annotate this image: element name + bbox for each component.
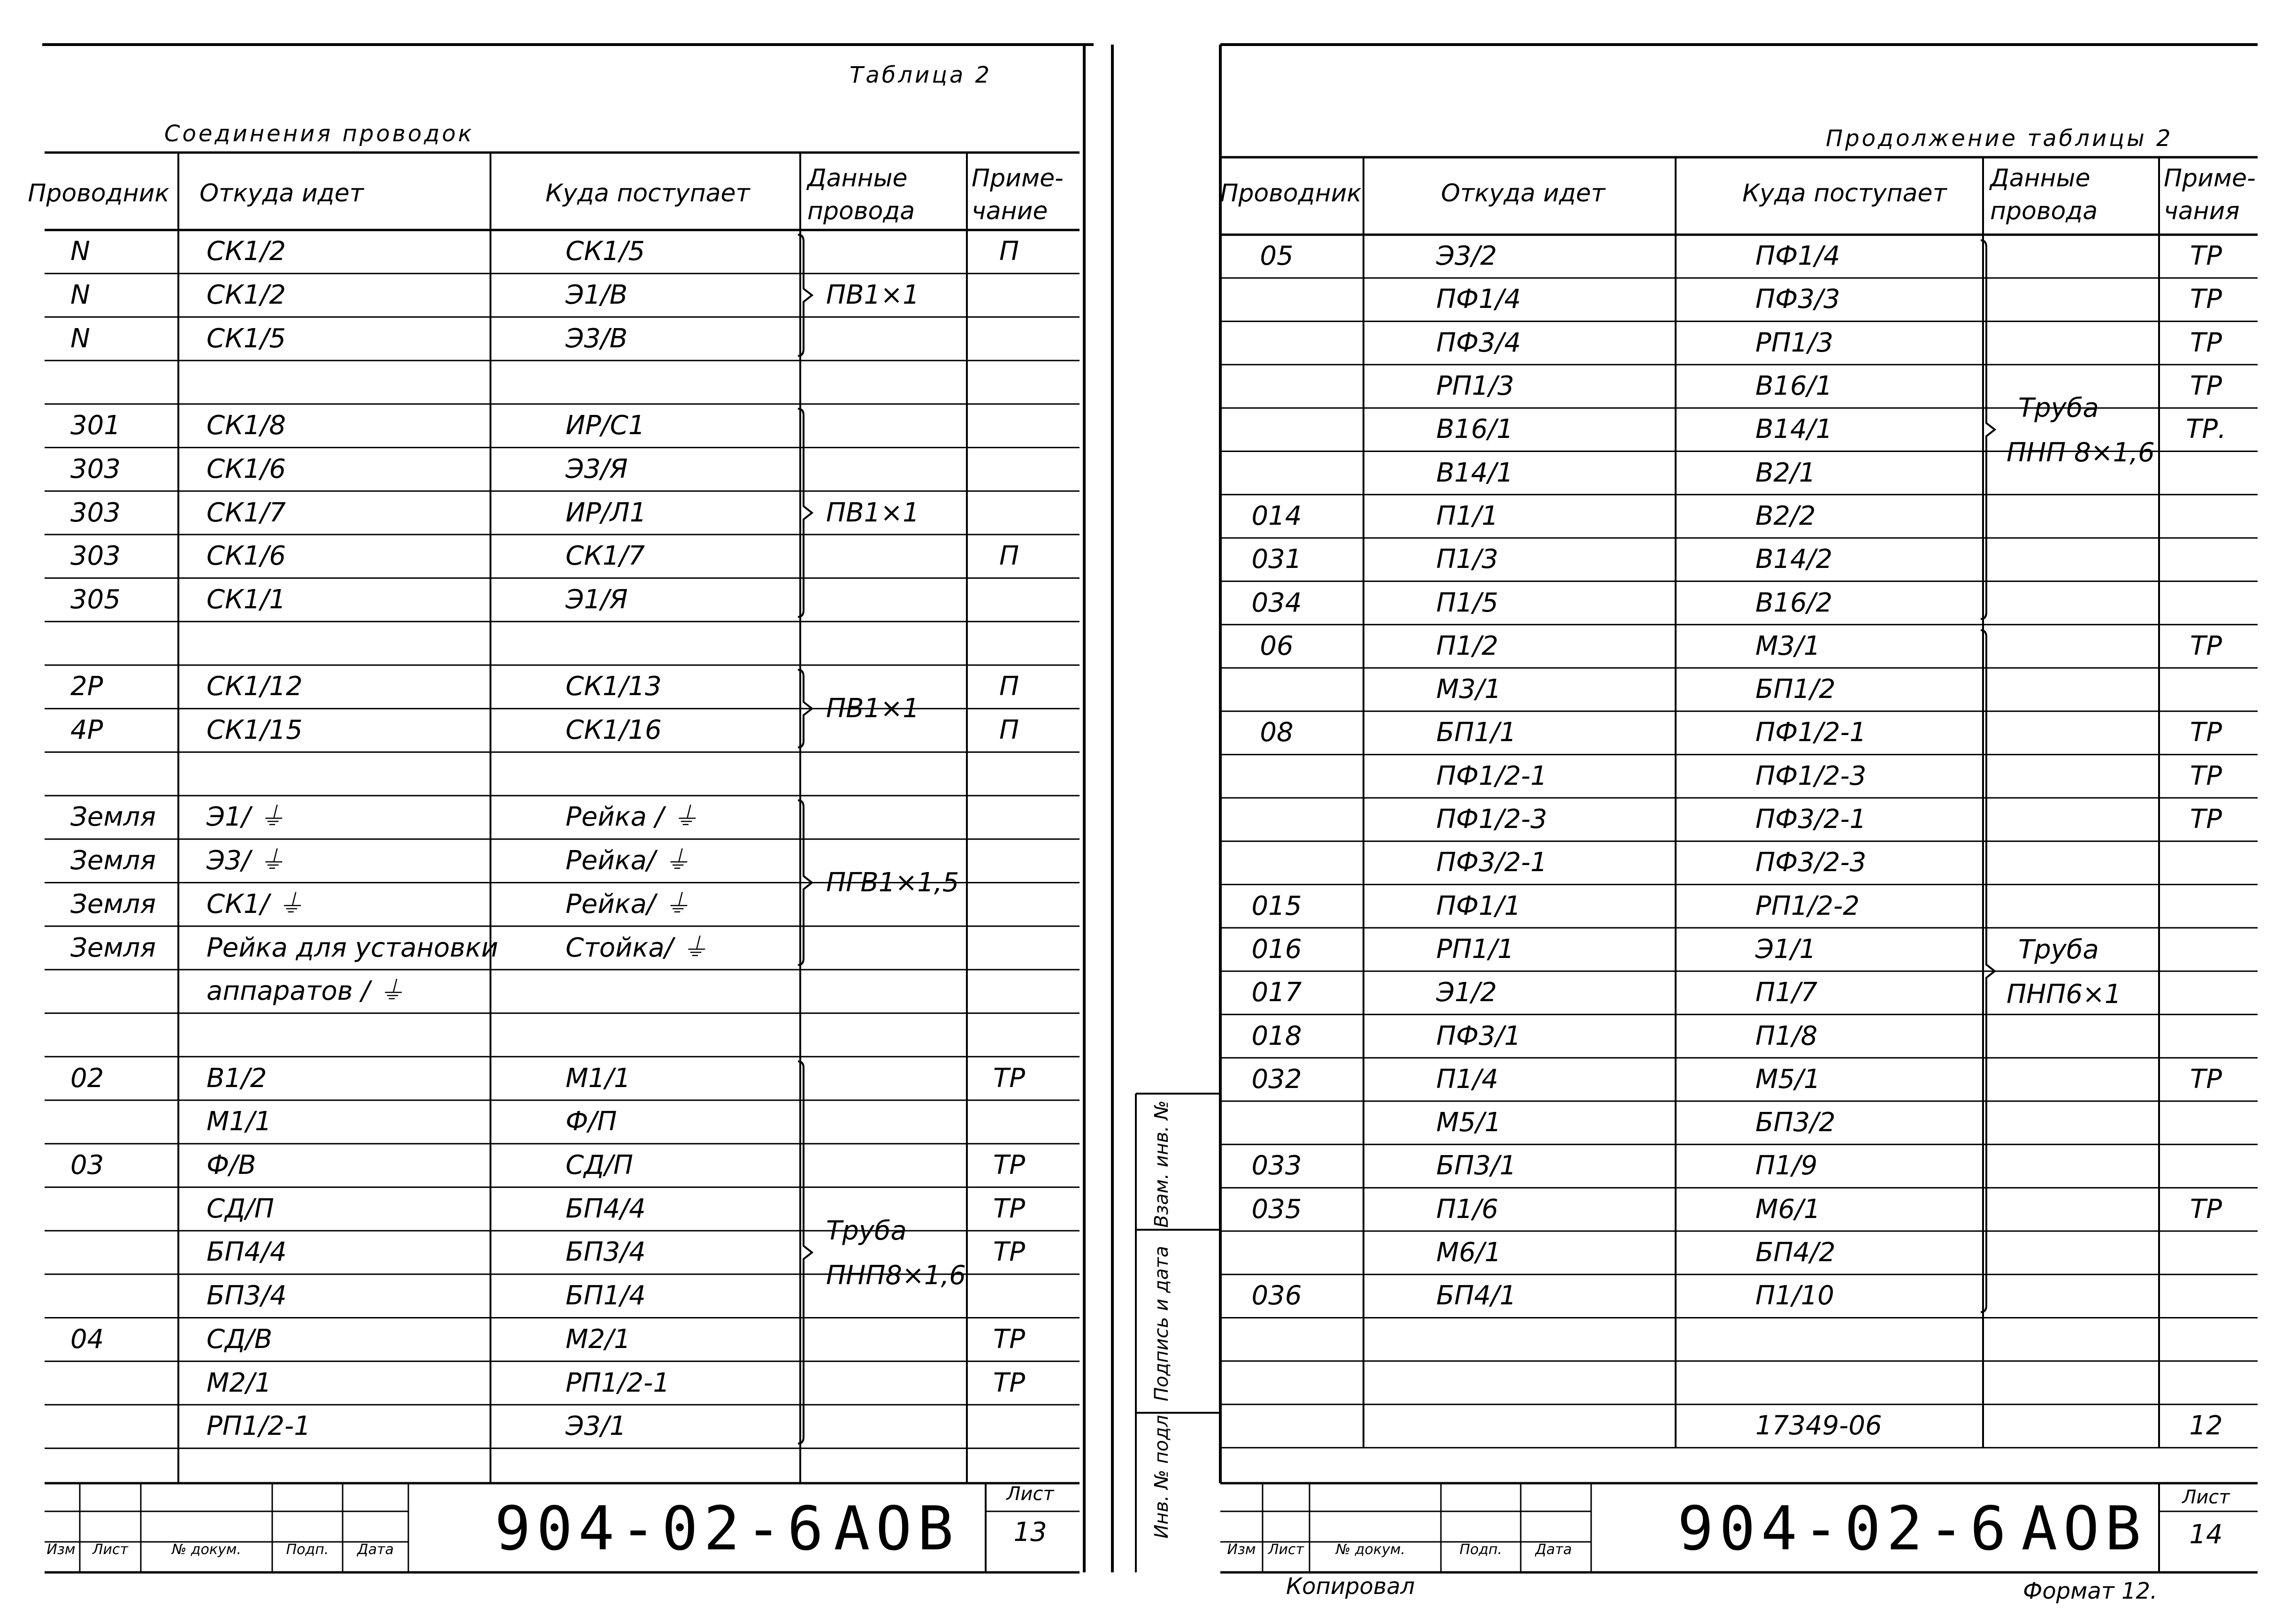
left-row-to: Ф/П (566, 1106, 617, 1137)
left-row-to: Э1/Я (566, 584, 628, 615)
left-row-wire: 2Р (70, 671, 103, 702)
left-row-wire: 04 (70, 1324, 104, 1355)
left-row-from: Э1/ ⏚ (207, 802, 285, 833)
left-header-wire: Проводник (28, 179, 169, 207)
left-row-note: ТР (993, 1150, 1025, 1181)
left-row-wire: 303 (70, 453, 121, 484)
left-row-note: ТР (993, 1063, 1025, 1094)
left-row-to: М1/1 (566, 1063, 631, 1094)
right-row-to: П1/9 (1755, 1150, 1818, 1181)
right-row-note: ТР (2190, 804, 2222, 835)
left-row-to: СК1/5 (566, 236, 645, 267)
right-header-to: Куда поступает (1742, 179, 1947, 207)
right-header-data-2: провода (1990, 197, 2098, 225)
right-row-from: П1/5 (1436, 587, 1499, 618)
left-row-wire: Земля (70, 802, 156, 833)
left-row-from: СК1/8 (207, 410, 286, 441)
right-row-from: В16/1 (1436, 414, 1514, 445)
footer-format: Формат 12. (2023, 1578, 2158, 1604)
left-row-from: М1/1 (207, 1106, 272, 1137)
right-row-to: В16/2 (1755, 587, 1833, 618)
left-row-note: П (999, 541, 1019, 572)
left-row-note: П (999, 671, 1019, 702)
left-stamp-cell-doc: № докум. (172, 1541, 241, 1558)
left-row-note: ТР (993, 1237, 1025, 1268)
left-row-to: Рейка/ ⏚ (566, 845, 690, 876)
right-row-to: ПФ1/2-1 (1755, 717, 1867, 748)
right-row-wire: 015 (1251, 890, 1302, 921)
left-row-wire: 02 (70, 1063, 104, 1094)
left-row-wire: 301 (70, 410, 121, 441)
right-row-from: ПФ1/2-1 (1436, 760, 1547, 791)
left-stamp-doc-number: 904-02-6 (494, 1494, 829, 1564)
right-header-wire: Проводник (1220, 179, 1362, 207)
right-caption: Продолжение таблицы 2 (1826, 125, 2173, 152)
right-row-note: 12 (2189, 1410, 2223, 1441)
right-row-wire: 036 (1251, 1280, 1302, 1311)
right-row-to: БП3/2 (1755, 1107, 1836, 1138)
right-data-value: ПНП 8×1,6 (2007, 437, 2155, 468)
left-data-value: ПВ1×1 (826, 693, 919, 724)
left-row-to: Э3/Я (566, 453, 628, 484)
left-row-to: БП1/4 (566, 1280, 646, 1311)
right-row-to: ПФ3/2-3 (1755, 847, 1867, 878)
right-row-from: П1/2 (1436, 630, 1499, 661)
right-row-to: БП1/2 (1755, 674, 1836, 705)
left-row-wire: Земля (70, 845, 156, 876)
left-row-from: СД/П (207, 1193, 274, 1224)
right-header-data-1: Данные (1990, 164, 2091, 192)
right-row-to: М5/1 (1755, 1064, 1821, 1095)
right-row-to: М6/1 (1755, 1194, 1821, 1225)
left-stamp-code: АОВ (834, 1494, 959, 1564)
right-header-note-1: Приме- (2164, 164, 2256, 192)
left-row-from: СК1/12 (207, 671, 303, 702)
left-row-wire: Земля (70, 932, 156, 963)
right-data-value: Труба (2018, 393, 2099, 424)
left-row-to: Э3/В (566, 323, 628, 354)
right-row-to: В16/1 (1755, 371, 1833, 402)
right-row-to: П1/10 (1755, 1280, 1834, 1311)
right-data-value: Труба (2018, 935, 2099, 965)
right-row-from: ПФ3/4 (1436, 327, 1521, 358)
left-row-from: СК1/6 (207, 541, 286, 572)
right-row-note: ТР (2190, 241, 2222, 272)
right-row-from: БП1/1 (1436, 717, 1516, 748)
right-row-from: ПФ1/1 (1436, 890, 1521, 921)
left-row-wire: 03 (70, 1150, 104, 1181)
left-row-to: ИР/Л1 (566, 497, 647, 528)
right-row-from: Э1/2 (1436, 977, 1497, 1008)
left-row-to: М2/1 (566, 1324, 631, 1355)
left-header-note-1: Приме- (972, 164, 1064, 192)
right-row-wire: 018 (1251, 1020, 1302, 1051)
right-row-note: ТР (2190, 1064, 2222, 1095)
left-header-note-2: чание (972, 197, 1048, 225)
left-row-to: Э1/В (566, 280, 628, 311)
left-row-from: СК1/2 (207, 236, 286, 267)
right-row-to: ПФ1/2-3 (1755, 760, 1867, 791)
left-row-wire: 303 (70, 497, 121, 528)
left-row-from: СК1/2 (207, 280, 286, 311)
left-header-to: Куда поступает (545, 179, 750, 207)
right-row-note: ТР. (2186, 414, 2226, 445)
right-row-from: ПФ1/4 (1436, 284, 1521, 315)
left-row-note: ТР (993, 1324, 1025, 1355)
right-row-note: ТР (2190, 760, 2222, 791)
left-row-to: СД/П (566, 1150, 633, 1181)
right-row-wire: 014 (1251, 500, 1302, 531)
side-stamp-signature-date: Подпись и дата (1151, 1246, 1172, 1402)
right-row-from: М5/1 (1436, 1107, 1501, 1138)
right-row-to: Э1/1 (1755, 934, 1816, 965)
left-row-from: БП3/4 (207, 1280, 287, 1311)
left-row-from: РП1/2-1 (207, 1411, 311, 1442)
left-row-from: СД/В (207, 1324, 273, 1355)
right-stamp-doc-number: 904-02-6 (1677, 1494, 2012, 1564)
left-data-value: ПВ1×1 (826, 497, 919, 528)
right-row-from: БП3/1 (1436, 1150, 1516, 1181)
right-row-from: П1/4 (1436, 1064, 1499, 1095)
left-data-value: ПНП8×1,6 (826, 1260, 966, 1291)
left-row-from: Э3/ ⏚ (207, 845, 285, 876)
left-row-from: СК1/15 (207, 715, 303, 746)
right-row-from: П1/1 (1436, 500, 1499, 531)
left-row-wire: N (70, 323, 90, 354)
right-row-to: ПФ3/2-1 (1755, 804, 1867, 835)
left-row-from: Ф/В (207, 1150, 256, 1181)
left-row-wire: N (70, 280, 90, 311)
right-row-to: ПФ1/4 (1755, 241, 1840, 272)
right-row-to: ПФ3/3 (1755, 284, 1840, 315)
left-row-from: БП4/4 (207, 1237, 287, 1268)
left-row-to: Рейка/ ⏚ (566, 889, 690, 919)
right-row-from: РП1/1 (1436, 934, 1515, 965)
left-stamp-cell-date: Дата (357, 1541, 394, 1558)
left-row-to: СК1/7 (566, 541, 645, 572)
right-row-to: В14/2 (1755, 544, 1833, 575)
left-row-to: СК1/16 (566, 715, 662, 746)
right-row-to: В2/2 (1755, 500, 1816, 531)
right-row-from: ПФ1/2-3 (1436, 804, 1547, 835)
right-row-wire: 016 (1251, 934, 1302, 965)
left-data-value: Труба (826, 1216, 907, 1247)
right-row-note: ТР (2190, 717, 2222, 748)
right-row-from: РП1/3 (1436, 371, 1515, 402)
side-stamp-orig-inv: Инв. № подл. (1151, 1409, 1172, 1539)
right-row-wire: 017 (1251, 977, 1302, 1008)
left-row-wire: N (70, 236, 90, 267)
right-stamp-cell-sign: Подп. (1459, 1541, 1502, 1558)
right-stamp-cell-date: Дата (1535, 1541, 1572, 1558)
right-stamp-sheet-label: Лист (2182, 1486, 2230, 1508)
left-row-from: СК1/5 (207, 323, 286, 354)
right-row-from: ПФ3/1 (1436, 1020, 1521, 1051)
left-stamp-sheet-number: 13 (1013, 1517, 1047, 1547)
left-row-to: Стойка/ ⏚ (566, 932, 708, 963)
left-row-to: БП4/4 (566, 1193, 646, 1224)
side-stamp-replace-inv: Взам. инв. № (1151, 1100, 1172, 1228)
right-stamp-sheet-number: 14 (2189, 1519, 2223, 1550)
left-row-wire: 4Р (70, 715, 103, 746)
footer-copied: Копировал (1286, 1573, 1415, 1600)
left-row-wire: 303 (70, 541, 121, 572)
right-row-wire: 034 (1251, 587, 1302, 618)
right-row-note: ТР (2190, 630, 2222, 661)
right-row-wire: 032 (1251, 1064, 1302, 1095)
left-row-note: П (999, 715, 1019, 746)
right-header-from: Откуда идет (1441, 179, 1605, 207)
left-row-from: СК1/6 (207, 453, 286, 484)
left-row-note: ТР (993, 1193, 1025, 1224)
right-stamp-code: АОВ (2021, 1494, 2147, 1564)
left-stamp-sheet-label: Лист (1006, 1483, 1054, 1505)
right-row-from: М3/1 (1436, 674, 1501, 705)
right-row-to: 17349-06 (1755, 1410, 1882, 1441)
right-data-value: ПНП6×1 (2007, 979, 2122, 1010)
right-row-from: Э3/2 (1436, 241, 1497, 272)
left-stamp-cell-sign: Подп. (286, 1541, 329, 1558)
left-row-to: РП1/2-1 (566, 1367, 670, 1398)
right-row-note: ТР (2190, 1194, 2222, 1225)
right-row-wire: 031 (1251, 544, 1302, 575)
right-row-to: П1/8 (1755, 1020, 1818, 1051)
right-row-to: П1/7 (1755, 977, 1818, 1008)
right-row-to: БП4/2 (1755, 1237, 1836, 1268)
right-row-wire: 08 (1260, 717, 1294, 748)
left-row-to: Э3/1 (566, 1411, 627, 1442)
right-row-to: М3/1 (1755, 630, 1821, 661)
right-row-to: РП1/3 (1755, 327, 1834, 358)
left-header-data-1: Данные (807, 164, 908, 192)
left-caption: Соединения проводок (164, 121, 474, 147)
left-row-from: СК1/ ⏚ (207, 889, 304, 919)
table-label: Таблица 2 (850, 62, 992, 88)
left-row-to: БП3/4 (566, 1237, 646, 1268)
right-row-wire: 035 (1251, 1194, 1302, 1225)
right-header-note-2: чания (2164, 197, 2240, 225)
right-row-note: ТР (2190, 371, 2222, 402)
right-row-to: В14/1 (1755, 414, 1833, 445)
left-data-value: ПВ1×1 (826, 280, 919, 311)
left-row-from: М2/1 (207, 1367, 272, 1398)
left-row-from: Рейка для установки (207, 932, 498, 963)
right-row-from: П1/3 (1436, 544, 1499, 575)
right-row-from: ПФ3/2-1 (1436, 847, 1547, 878)
left-row-note: ТР (993, 1367, 1025, 1398)
left-row-from: СК1/7 (207, 497, 286, 528)
right-stamp-cell-doc: № докум. (1336, 1541, 1405, 1558)
left-header-from: Откуда идет (199, 179, 364, 207)
left-row-from: аппаратов / ⏚ (207, 976, 405, 1007)
right-stamp-cell-rev: Изм (1227, 1541, 1256, 1558)
right-row-wire: 06 (1260, 630, 1294, 661)
right-row-from: П1/6 (1436, 1194, 1499, 1225)
left-row-to: Рейка / ⏚ (566, 802, 699, 833)
right-row-from: БП4/1 (1436, 1280, 1516, 1311)
left-row-to: ИР/С1 (566, 410, 645, 441)
right-row-from: В14/1 (1436, 457, 1514, 488)
left-row-to: СК1/13 (566, 671, 662, 702)
right-row-note: ТР (2190, 327, 2222, 358)
left-stamp-cell-sheet: Лист (92, 1541, 129, 1558)
right-row-wire: 05 (1260, 241, 1294, 272)
left-data-value: ПГВ1×1,5 (826, 867, 959, 898)
left-header-data-2: провода (807, 197, 915, 225)
left-row-wire: Земля (70, 889, 156, 919)
right-row-to: В2/1 (1755, 457, 1816, 488)
right-row-to: РП1/2-2 (1755, 890, 1860, 921)
left-row-from: В1/2 (207, 1063, 267, 1094)
left-row-wire: 305 (70, 584, 121, 615)
left-row-from: СК1/1 (207, 584, 286, 615)
right-row-from: М6/1 (1436, 1237, 1501, 1268)
left-stamp-cell-rev: Изм (46, 1541, 76, 1558)
right-stamp-cell-sheet: Лист (1268, 1541, 1304, 1558)
right-row-note: ТР (2190, 284, 2222, 315)
left-row-note: П (999, 236, 1019, 267)
right-row-wire: 033 (1251, 1150, 1302, 1181)
